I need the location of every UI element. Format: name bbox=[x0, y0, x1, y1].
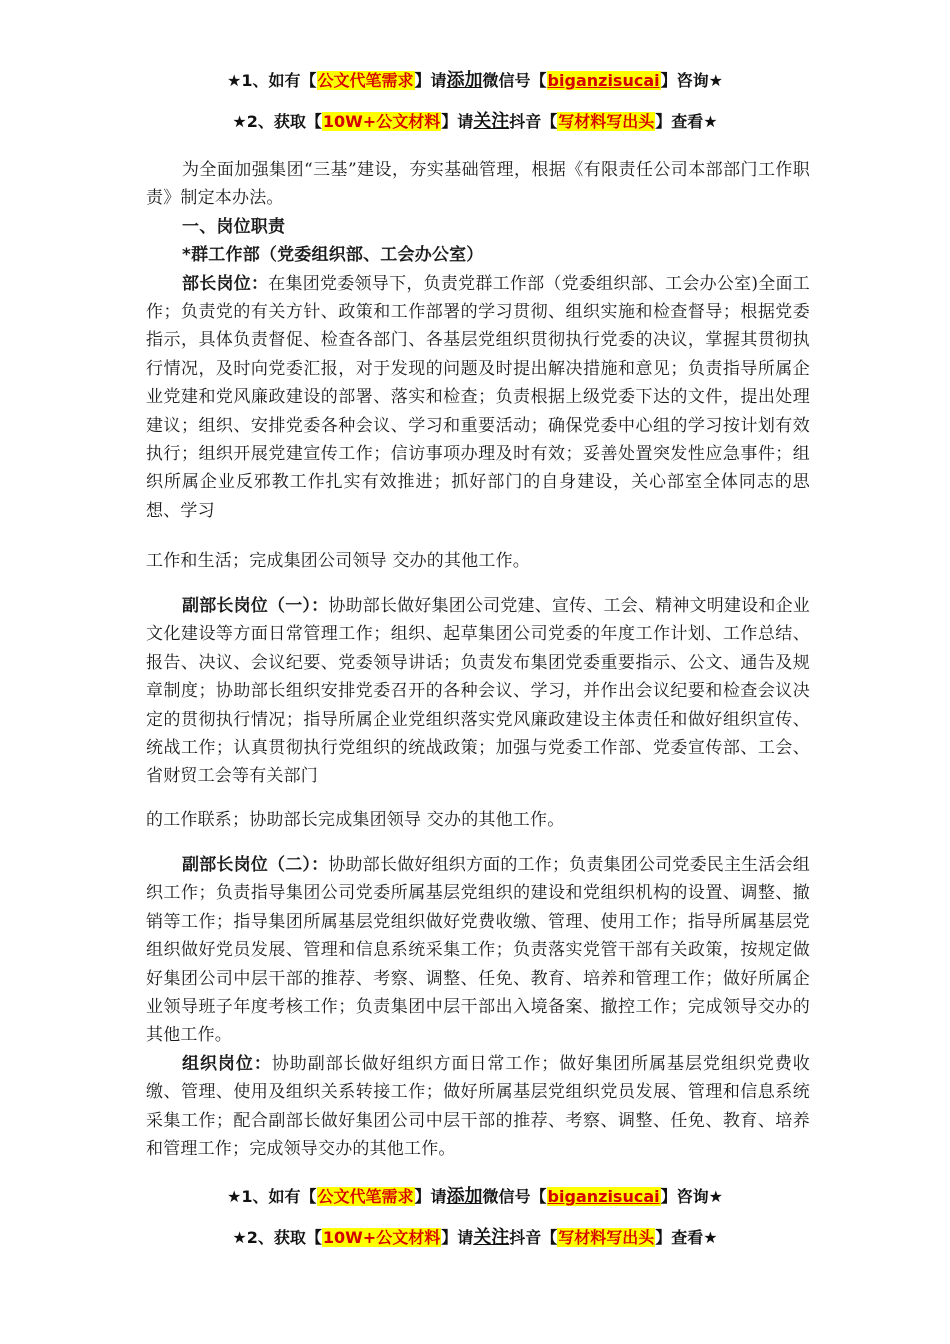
organizer-paragraph bbox=[146, 1050, 810, 1164]
deputy2-paragraph bbox=[146, 851, 810, 1050]
banner-emphasis: 关注 bbox=[473, 1227, 510, 1248]
banner-text: ★2、获取【 bbox=[232, 1228, 322, 1247]
wechat-id-link[interactable]: biganzisucai bbox=[547, 1187, 660, 1206]
banner-emphasis: 添加 bbox=[446, 1186, 483, 1207]
bottom-banner-line-2 bbox=[0, 1227, 950, 1249]
deputy1-lead: 副部长岗位（一）： bbox=[182, 596, 329, 616]
banner-text: 】请 bbox=[414, 1187, 447, 1206]
banner-text: 】请 bbox=[441, 1228, 474, 1247]
body-section-1 bbox=[146, 156, 810, 525]
top-banner-line-2 bbox=[0, 111, 950, 133]
minister-paragraph bbox=[146, 270, 810, 526]
wechat-id-link[interactable]: biganzisucai bbox=[547, 71, 660, 90]
banner-text: ★2、获取【 bbox=[232, 112, 322, 131]
department-title: *群工作部（党委组织部、工会办公室） bbox=[182, 245, 484, 266]
minister-lead: 部长岗位： bbox=[182, 273, 269, 294]
banner-text: 抖音【 bbox=[509, 112, 558, 131]
deputy1-tail: 的工作联系；协助部长完成集团领导 交办的其他工作。 bbox=[146, 810, 565, 830]
banner-highlight: 公文代笔需求 bbox=[317, 71, 414, 90]
deputy1-paragraph bbox=[146, 592, 810, 791]
banner-text: 】查看★ bbox=[655, 112, 718, 131]
banner-text: 抖音【 bbox=[509, 1228, 558, 1247]
organizer-text: 协助副部长做好组织方面日常工作；做好集团所属基层党组织党费收缴、管理、使用及组织关系转接工作；做好所属基层党组织党员发展、管理和信息系统采集工作；配合副部长做好集团公司中层干部的推荐、考察、调整、任免、教育、培养和管理工作；完成领导交办的其他工作。 bbox=[146, 1053, 811, 1160]
banner-text: 微信号【 bbox=[482, 71, 547, 90]
banner-emphasis: 关注 bbox=[473, 111, 510, 132]
banner-text: 】请 bbox=[414, 71, 447, 90]
banner-highlight: 公文代笔需求 bbox=[317, 1187, 414, 1206]
organizer-lead: 组织岗位： bbox=[182, 1053, 272, 1074]
banner-highlight: 10W+公文材料 bbox=[322, 1228, 441, 1247]
banner-text: 】查看★ bbox=[655, 1228, 718, 1247]
banner-text: ★1、如有【 bbox=[227, 1187, 317, 1206]
banner-text: 】请 bbox=[441, 112, 474, 131]
banner-emphasis: 添加 bbox=[446, 70, 483, 91]
body-section-3 bbox=[146, 851, 810, 1163]
deputy2-lead: 副部长岗位（二）： bbox=[182, 855, 329, 875]
minister-text: 在集团党委领导下，负责党群工作部（党委组织部、工会办公室)全面工作；负责党的有关方针、政策和工作部署的学习贯彻、组织实施和检查督导；根据党委指示，具体负责督促、检查各部门、各基层党组织贯彻执行党委的决议，掌握其贯彻执行情况，及时向党委汇报，对于发现的问题及时提出解决措施和意见；负责指导所属企业党建和党风廉政建设的部署、落实和检查；负责根据上级党委下达的文件，提出处理建议；组织、安排党委各种会议、学习和重要活动；确保党委中心组的学习按计划有效执行；组织开展党建宣传工作；信访事项办理及时有效；妥善处置突发性应急事件；组织所属企业反邪教工作扎实有效推进；抓好部门的自身建设，关心部室全体同志的思想、学习 bbox=[146, 273, 811, 521]
deputy2-text: 协助部长做好组织方面的工作；负责集团公司党委民主生活会组织工作；负责指导集团公司党委所属基层党组织的建设和党组织机构的设置、调整、撤销等工作；指导集团所属基层党组织做好党费收缴、管理、使用工作；指导所属基层党组织做好党员发展、管理和信息系统采集工作；负责落实党管干部有关政策，按规定做好集团公司中层干部的推荐、考察、调整、任免、教育、培养和管理工作；做好所属企业领导班子年度考核工作；负责集团中层干部出入境备案、撤控工作；完成领导交办的其他工作。 bbox=[146, 855, 810, 1046]
banner-text: 】咨询★ bbox=[660, 71, 723, 90]
top-banner-line-1 bbox=[0, 70, 950, 92]
section-title: 一、岗位职责 bbox=[182, 216, 286, 237]
banner-text: 微信号【 bbox=[482, 1187, 547, 1206]
banner-text: ★1、如有【 bbox=[227, 71, 317, 90]
banner-highlight: 10W+公文材料 bbox=[322, 112, 441, 131]
bottom-banner-line-1 bbox=[0, 1186, 950, 1208]
banner-highlight: 写材料写出头 bbox=[558, 1228, 655, 1247]
minister-tail: 工作和生活；完成集团公司领导 交办的其他工作。 bbox=[146, 551, 531, 571]
banner-text: 】咨询★ bbox=[660, 1187, 723, 1206]
deputy1-text: 协助部长做好集团公司党建、宣传、工会、精神文明建设和企业文化建设等方面日常管理工作；组织、起草集团公司党委的年度工作计划、工作总结、报告、决议、会议纪要、党委领导讲话；负责发布集团党委重要指示、公文、通告及规章制度；协助部长组织安排党委召开的各种会议、学习，并作出会议纪要和检查会议决定的贯彻执行情况；指导所属企业党组织落实党风廉政建设主体责任和做好组织宣传、统战工作；认真贯彻执行党组织的统战政策；加强与党委工作部、党委宣传部、工会、省财贸工会等有关部门 bbox=[146, 596, 810, 787]
intro-paragraph: 为全面加强集团“三基”建设，夯实基础管理，根据《有限责任公司本部部门工作职责》制定本办法。 bbox=[146, 160, 810, 209]
banner-highlight: 写材料写出头 bbox=[558, 112, 655, 131]
